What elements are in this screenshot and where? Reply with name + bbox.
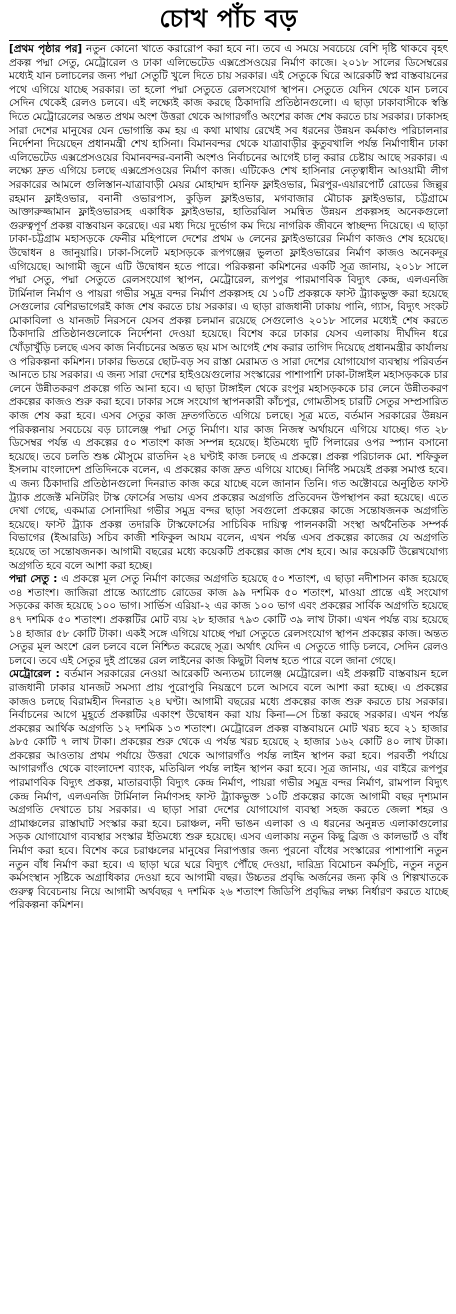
intro-text: নতুন কোনো খাতে করারোপ করা হবে না। তবে এ সময়ে সবচেয়ে বেশি দৃষ্টি থাকবে বৃহৎ প্রকল্প পদ্মা সেতু, মেট্রোরেল ও ঢাকা এলিভেটেড এক্সপ্রেসওয়ের নির্মাণ কাজে। ২০১৮ সালের ডিসেম্বরের মধ্যেই যান চলাচলের জন্য পদ্মা সেতুটি খুলে দিতে চায় সরকার। এই সেতুকে ঘিরে আরেকটি স্বপ্ন বাস্তবায়নের পথে এগিয়ে যাচ্ছে সরকার। তা হলো পদ্মা সেতুতে রেলসংযোগ স্থাপন। সেতুতে যেদিন থেকে যান চলবে সেদিন থেকেই রেলও চলবে। এই লক্ষ্যেই কাজ করছে ঠিকাদারি প্রতিষ্ঠানগুলো। এ ছাড়া ঢাকাবাসীকে স্বস্তি দিতে মেট্রোরেলের অন্তত প্রথম অংশ উত্তরা থেকে আগারগাঁও অংশের কাজ শেষ করতে চায় সরকার। ঢাকাসহ সারা দেশের মানুষের যেন ভোগান্তি কম হয় এ কথা মাথায় রেখেই সব ধরনের উন্নয়ন কর্মকাণ্ড পরিচালনার নির্দেশনা দিয়েছেন প্রধানমন্ত্রী শেখ হাসিনা। বিমানবন্দর থেকে যাত্রাবাড়ীর কুতুবখালি পর্যন্ত নির্মাণাধীন ঢাকা এলিভেটেড এক্সপ্রেসওয়ের বিমানবন্দর-বনানী অংশও নির্বাচনের আগেই চালু করার চেষ্টায় আছে সরকার। এ লক্ষ্যে দ্রুত এগিয়ে চলছে এক্সপ্রেসওয়ের নির্মাণ কাজ। এটিকেও শেখ হাসিনার নেতৃত্বাধীন আওয়ামী লীগ সরকারের আমলে গুলিস্তান-যাত্রাবাড়ী মেয়র মোহাম্মদ হানিফ ফ্লাইওভার, মিরপুর-এয়ারপোর্ট রোডের জিল্লুর রহমান ফ্লাইওভার, বনানী ওভারপাস, কুড়িল ফ্লাইওভার, মগবাজার মৌচাক ফ্লাইওভার, চট্টগ্রামে আক্তারুজ্জামান ফ্লাইওভারসহ একাধিক ফ্লাইওভার, হাতিরঝিল সমন্বিত উন্নয়ন প্রকল্পসহ অনেকগুলো গুরুত্বপূর্ণ প্রকল্প বাস্তবায়ন করেছে। এর মধ্য দিয়ে দুর্ভোগ কম দিয়ে নাগরিক জীবনে স্বাচ্ছন্দ্য দিয়েছে। এ ছাড়া ঢাকা-চট্টগ্রাম মহাসড়কে ফেনীর মহিপালে দেশের প্রথম ৬ লেনের ফ্লাইওভারের নির্মাণ কাজও শেষ হয়েছে। উদ্বোধন ৪ জানুয়ারি। ঢাকা-সিলেট মহাসড়কে রূপগঞ্জের ভুলতা ফ্লাইওভারের নির্মাণ কাজও অনেকদূর এগিয়েছে। আগামী জুনে এটি উদ্বোধন হতে পারে। পরিকল্পনা কমিশনের একটি সূত্র জানায়, ২০১৮ সালে পদ্মা সেতু, পদ্মা সেতুতে রেলসংযোগ স্থাপন, মেট্রোরেল, রূপপুর পারমাণবিক বিদ্যুৎ কেন্দ্র, এলএনজি টার্মিনাল নির্মাণ ও পায়রা গভীর সমুদ্র বন্দর নির্মাণ প্রকল্পসহ যে ১০টি প্রকল্পকে ফাস্ট ট্র্যাকভুক্ত করা হয়েছে সেগুলোর বেশিরভাগেরই কাজ শেষ করতে চায় সরকার। এ ছাড়া রাজধানী ঢাকায় পানি, গ্যাস, বিদ্যুৎ সংকট মোকাবিলা ও যানজট নিরসনে যেসব প্রকল্প চলমান রয়েছে সেগুলোও ২০১৮ সালের মধ্যেই শেষ করতে ঠিকাদারি প্রতিষ্ঠানগুলোকে নির্দেশনা দেওয়া হয়েছে। বিশেষ করে ঢাকার যেসব এলাকায় দীর্ঘদিন ধরে খোঁড়াখুঁড়ি চলছে এসব কাজ নির্বাচনের অন্তত ছয় মাস আগেই শেষ করার তাগিদ দিয়েছে প্রধানমন্ত্রীর কার্যালয় ও পরিকল্পনা কমিশন। ঢাকার ভিতরে ছোট-বড় সব রাস্তা মেরামত ও সারা দেশের যোগাযোগ ব্যবস্থায় পরিবর্তন আনতে চায় সরকার। এ জন্য সারা দেশের হাইওয়েগুলোর সংস্কারের পাশাপাশি ঢাকা-টাঙ্গাইল মহাসড়ককে চার লেনে উন্নীতকরণ প্রকল্পে গতি আনা হবে। এ ছাড়া টাঙ্গাইল থেকে রংপুর মহাসড়ককে চার লেনে উন্নীতকরণ প্রকল্পের কাজও শুরু করা হবে। ঢাকার সঙ্গে সংযোগ স্থাপনকারী কাঁচপুর, গোমতীসহ চারটি সেতুর সম্প্রসারিত কাজ শেষ করা হবে। এসব সেতুর কাজ দ্রুতগতিতে এগিয়ে চলছে। সূত্র মতে, বর্তমান সরকারের উন্নয়ন পরিকল্পনায় সবচেয়ে বড় চ্যালেঞ্জ পদ্মা সেতু নির্মাণ। যার কাজ নিজস্ব অর্থায়নে এগিয়ে যাচ্ছে। গত ২৮ ডিসেম্বর পর্যন্ত এ প্রকল্পের ৫০ শতাংশ কাজ সম্পন্ন হয়েছে। ইতিমধ্যে দুটি পিলারের ওপর স্প্যান বসানো হয়েছে। তবে চলতি শুষ্ক মৌসুমে রাতদিন ২৪ ঘণ্টাই কাজ চলছে এ প্রকল্পে। প্রকল্প পরিচালক মো. শফিকুল ইসলাম বাংলাদেশ প্রতিদিনকে বলেন, এ প্রকল্পের কাজ দ্রুত এগিয়ে যাচ্ছে। নির্দিষ্ট সময়েই প্রকল্প সমাপ্ত হবে। এ জন্য ঠিকাদারি প্রতিষ্ঠানগুলো দিনরাত কাজ করে যাচ্ছে বলে জানান তিনি। গত অক্টোবরে অনুষ্ঠিত ফাস্ট ট্র্যাক প্রজেক্ট মনিটরিং টাস্ক ফোর্সের সভায় এসব প্রকল্পের অগ্রগতি প্রতিবেদন উপস্থাপন করা হয়েছে। এতে দেখা গেছে, একমাত্র সোনাদিয়া গভীর সমুদ্র বন্দর ছাড়া সবগুলো প্রকল্পের কাজে সন্তোষজনক অগ্রগতি হয়েছে। ফাস্ট ট্র্যাক প্রকল্প তদারকি টাস্কফোর্সের সাচিবিক দায়িত্ব পালনকারী সংস্থা অর্থনৈতিক সম্পর্ক বিভাগের (ইআরডি) সচিব কাজী শফিকুল আযম বলেন, এখন পর্যন্ত এসব প্রকল্পের কাজের যে অগ্রগতি হয়েছে তা সন্তোষজনক। আগামী বছরের মধ্যে কয়েকটি প্রকল্পের কাজ শেষ হবে। আর কয়েকটি উল্লেখযোগ্য অগ্রগতি হবে বলে আশা করা হচ্ছে।: [9, 43, 448, 572]
headline-banner: [9, 0, 448, 41]
section-heading-padma: পদ্মা সেতু :: [9, 573, 58, 586]
intro-paragraph: [9, 43, 448, 573]
metrorail-section: [9, 668, 448, 913]
padma-bridge-section: [9, 573, 448, 668]
continuation-label: [প্রথম পৃষ্ঠার পর]: [9, 43, 83, 55]
article-body: [9, 43, 448, 913]
section-text-padma: এ প্রকল্পে মূল সেতু নির্মাণ কাজের অগ্রগতি হয়েছে ৫০ শতাংশ, এ ছাড়া নদীশাসন কাজ হয়েছে ৩৪ শতাংশ। জাজিরা প্রান্তে অ্যাপ্রোচ রোডের কাজ ৯৯ দশমিক ৫০ শতাংশ, মাওয়া প্রান্তে এই সংযোগ সড়কের কাজ হয়েছে ১০০ ভাগ। সার্ভিস এরিয়া-২ এর কাজ ১০০ ভাগ এবং প্রকল্পের সার্বিক অগ্রগতি হয়েছে ৪৭ দশমিক ৫০ শতাংশ। প্রকল্পটির মোট ব্যয় ২৮ হাজার ৭৯৩ কোটি ৩৯ লাখ টাকা। এখন পর্যন্ত ব্যয় হয়েছে ১৪ হাজার ৫৮ কোটি টাকা। একই সঙ্গে এগিয়ে যাচ্ছে পদ্মা সেতুতে রেলসংযোগ স্থাপন প্রকল্পের কাজ। অন্তত সেতুর মূল অংশে রেল চলবে বলে নিশ্চিত করেছে সূত্র। অর্থাৎ যেদিন এ সেতুতে গাড়ি চলবে, সেদিন রেলও চলবে। তবে এই সেতুর দুই প্রান্তের রেল লাইনের কাজ কিছুটা বিলম্ব হতে পারে বলে জানা গেছে।: [9, 573, 448, 667]
section-text-metrorail: বর্তমান সরকারের নেওয়া আরেকটি অন্যতম চ্যালেঞ্জ মেট্রোরেল। এই প্রকল্পটি বাস্তবায়ন হলে রাজধানী ঢাকার যানজট সমস্যা প্রায় পুরোপুরি নিয়ন্ত্রণে চলে আসবে বলে আশা করা হচ্ছে। এ প্রকল্পের কাজও চলছে বিরামহীন দিনরাত ২৪ ঘণ্টা। আগামী বছরের মধ্যে প্রকল্পের কাজ শুরু করতে চায় সরকার। নির্বাচনের আগে মুহূর্তে প্রকল্পটির একাংশ উদ্বোধন করা যায় কিনা—সে চিন্তা করছে সরকার। এখন পর্যন্ত প্রকল্পের আর্থিক অগ্রগতি ১২ দশমিক ১৩ শতাংশ। মেট্রোরেল প্রকল্প বাস্তবায়নে মোট খরচ হবে ২১ হাজার ৯৮৫ কোটি ৭ লাখ টাকা। প্রকল্পের শুরু থেকে এ পর্যন্ত খরচ হয়েছে ২ হাজার ১৬২ কোটি ৪০ লাখ টাকা। প্রকল্পের আওতায় প্রথম পর্যায়ে উত্তরা থেকে আগারগাঁও পর্যন্ত লাইন স্থাপন করা হবে। পরবর্তী পর্যায়ে আগারগাঁও থেকে বাংলাদেশ ব্যাংক, মতিঝিল পর্যন্ত লাইন স্থাপন করা হবে। সূত্র জানায়, এর বাইরে রূপপুর পারমাণবিক বিদ্যুৎ প্রকল্প, মাতারবাড়ী বিদ্যুৎ কেন্দ্র নির্মাণ, পায়রা গভীর সমুদ্র বন্দর নির্মাণ, রামপাল বিদ্যুৎ কেন্দ্র নির্মাণ, এলএনজি টার্মিনাল নির্মাণসহ ফাস্ট ট্র্যাকভুক্ত ১০টি প্রকল্পের কাজে আগামী বছর দৃশ্যমান অগ্রগতি দেখাতে চায় সরকার। এ ছাড়া সারা দেশের যোগাযোগ ব্যবস্থা সহজ করতে জেলা শহর ও গ্রামাঞ্চলের রাস্তাঘাট সংস্কার করা হবে। চরাঞ্চল, নদী ভাঙন এলাকা ও এ ধরনের অনুন্নত এলাকাগুলোর সড়ক যোগাযোগ ব্যবস্থার সংস্কার ইতিমধ্যে শুরু হয়েছে। এসব এলাকায় নতুন কিছু ব্রিজ ও কালভার্ট ও বাঁধ নির্মাণ করা হবে। বিশেষ করে চরাঞ্চলের মানুষের নিরাপত্তার জন্য পুরনো বাঁধের সংস্কারের পাশাপাশি নতুন নতুন বাঁধ নির্মাণ করা হবে। এ ছাড়া ঘরে ঘরে বিদ্যুৎ পৌঁছে দেওয়া, দারিদ্র্য বিমোচন কর্মসূচি, নতুন নতুন কর্মসংস্থান সৃষ্টিকে অগ্রাধিকার দেওয়া হবে আগামী বছর। উচ্চতর প্রবৃদ্ধি অর্জনের জন্য কৃষি ও শিল্পখাতকে গুরুত্ব বিবেচনায় নিয়ে আগামী অর্থবছর ৭ দশমিক ২৬ শতাংশ জিডিপি প্রবৃদ্ধির লক্ষ্য নির্ধারণ করতে যাচ্ছে পরিকল্পনা কমিশন।: [9, 668, 449, 912]
section-heading-metrorail: মেট্রোরেল :: [9, 668, 60, 681]
headline: চোখ পাঁচ বড়: [159, 3, 298, 33]
